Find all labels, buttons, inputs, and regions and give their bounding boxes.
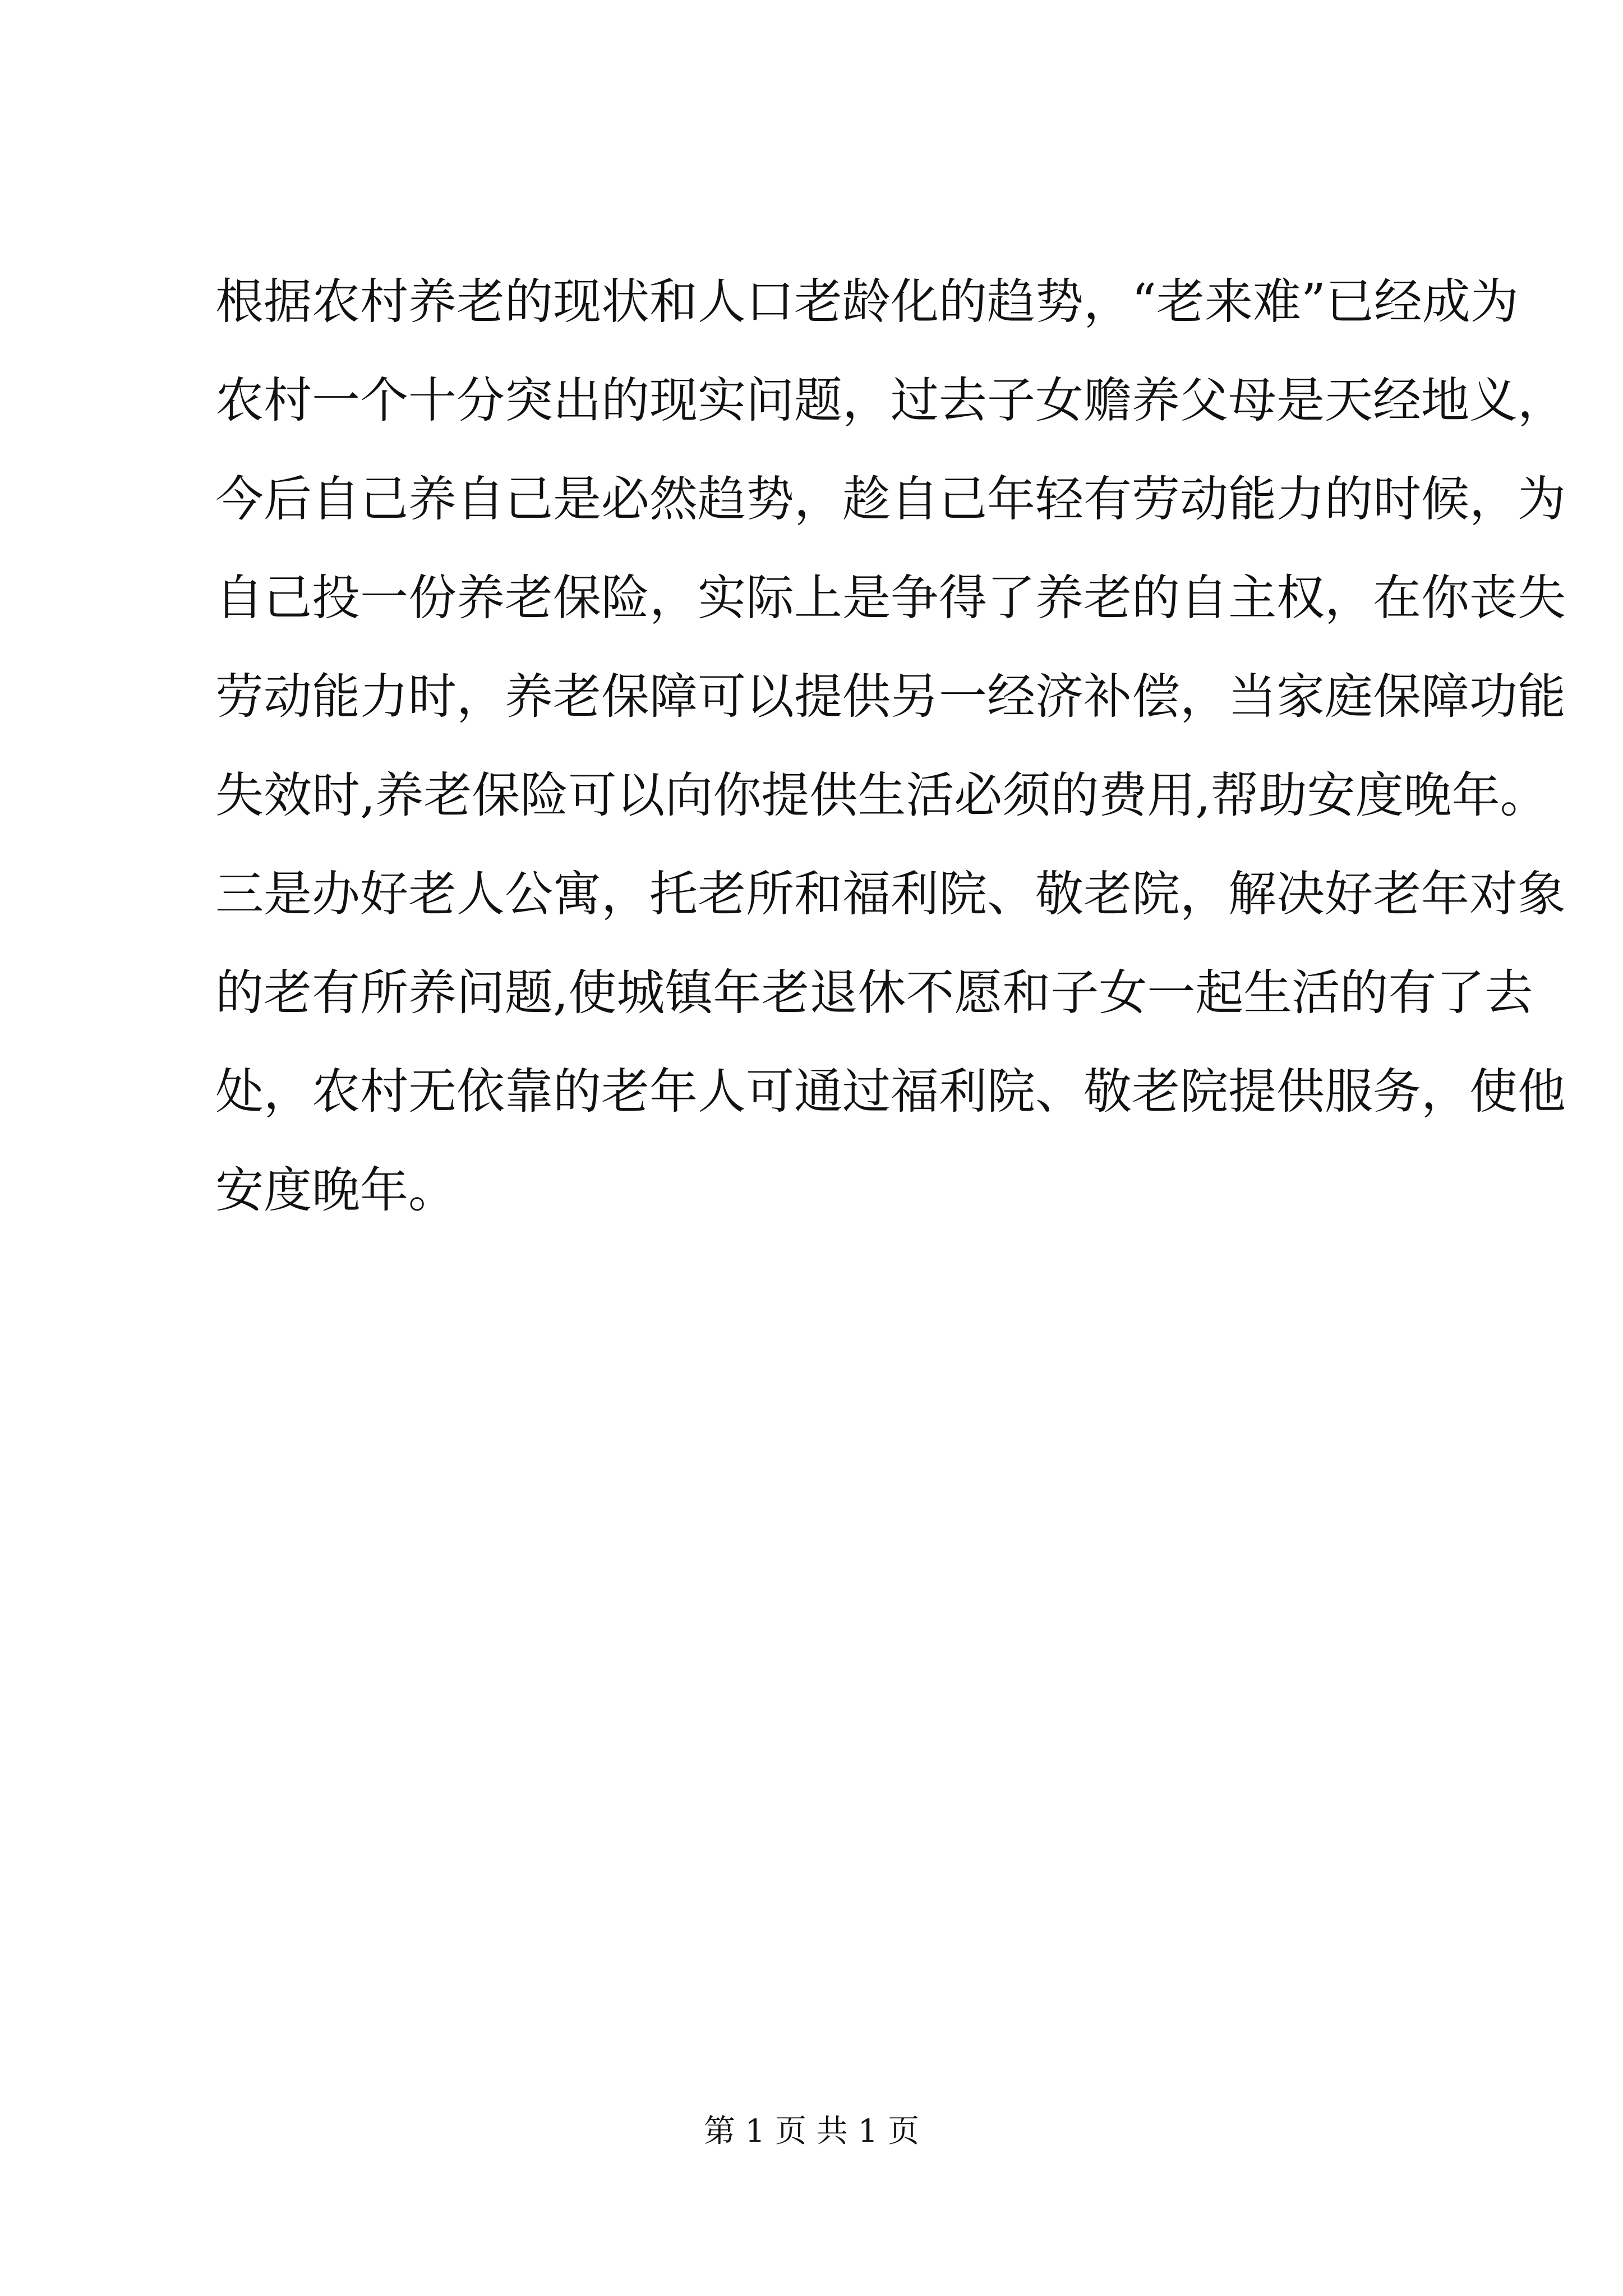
page-footer: 第 1 页 共 1 页 xyxy=(703,2113,920,2150)
text-line: 安度晚年。 xyxy=(215,1162,457,1218)
text-line: 的老有所养问题,使城镇年老退休不愿和子女一起生活的有了去 xyxy=(215,965,1533,1021)
text-line: 农村一个十分突出的现实问题，过去子女赡养父母是天经地义， xyxy=(215,372,1566,429)
text-line: 今后自己养自己是必然趋势，趁自己年轻有劳动能力的时候，为 xyxy=(215,471,1566,527)
text-line: 劳动能力时，养老保障可以提供另一经济补偿，当家庭保障功能 xyxy=(215,669,1566,725)
text-line: 根据农村养老的现状和人口老龄化的趋势，“老来难”已经成为 xyxy=(215,274,1519,330)
text-line: 处，农村无依靠的老年人可通过福利院、敬老院提供服务，使他 xyxy=(215,1064,1566,1120)
text-line: 自己投一份养老保险，实际上是争得了养老的自主权，在你丧失 xyxy=(215,570,1566,626)
body-paragraph xyxy=(215,252,1566,1240)
text-line: 失效时,养老保险可以向你提供生活必须的费用,帮助安度晚年。 xyxy=(215,767,1548,823)
text-line: 三是办好老人公寓，托老所和福利院、敬老院，解决好老年对象 xyxy=(215,866,1566,922)
